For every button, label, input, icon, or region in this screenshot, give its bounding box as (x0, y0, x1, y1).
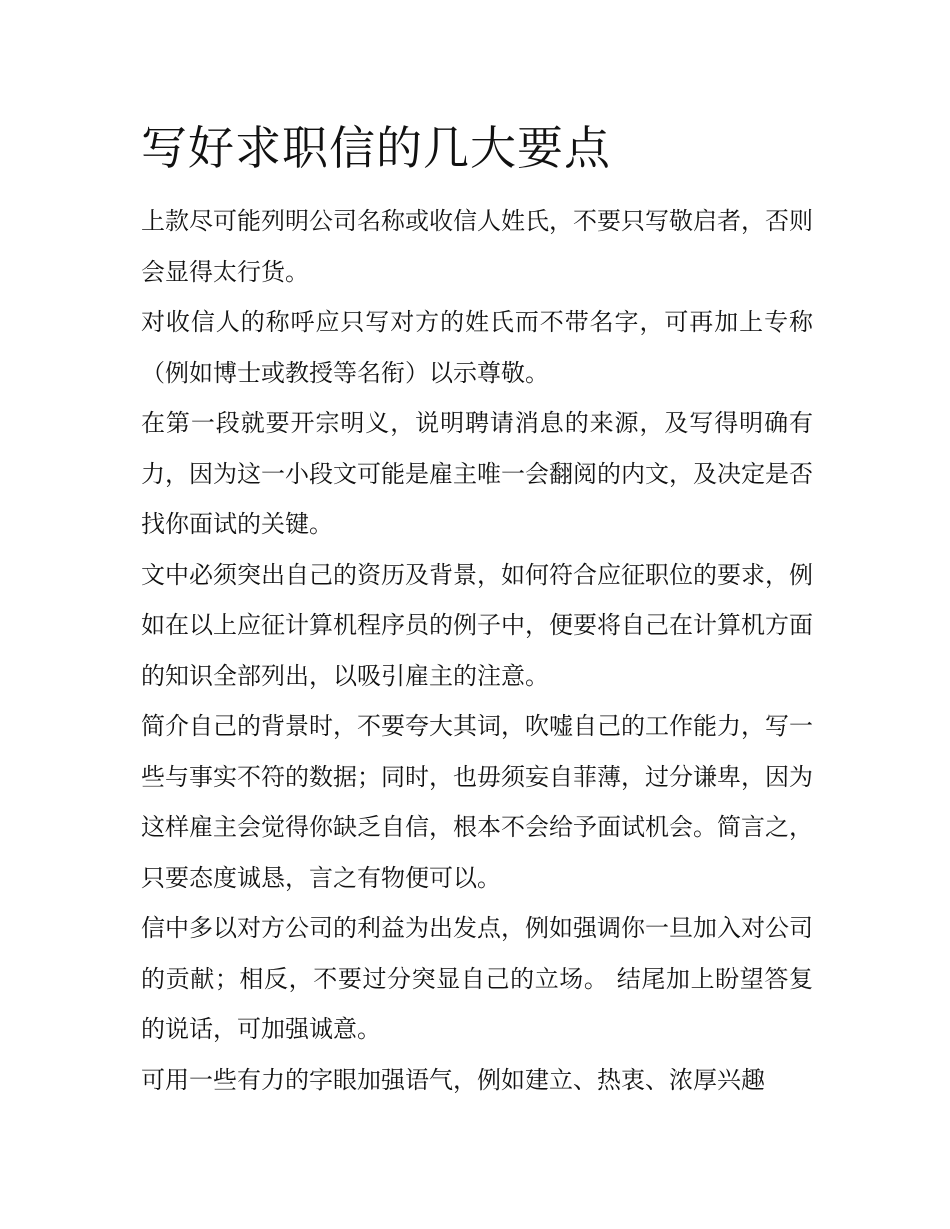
paragraph-salutation: 上款尽可能列明公司名称或收信人姓氏，不要只写敬启者，否则会显得太行货。 (141, 207, 813, 286)
document-title: 写好求职信的几大要点 (141, 121, 611, 175)
paragraph-company-interest: 信中多以对方公司的利益为出发点，例如强调你一旦加入对公司的贡献；相反，不要过分突显自己的立场。 结尾加上盼望答复的说话，可加强诚意。 (141, 914, 813, 1043)
paragraph-background: 简介自己的背景时，不要夸大其词，吹嘘自己的工作能力，写一些与事实不符的数据；同时，也毋须妄自菲薄，过分谦卑，因为这样雇主会觉得你缺乏自信，根本不会给予面试机会。简言之，只要态度诚恳，言之有物便可以。 (141, 712, 813, 892)
paragraph-addressing: 对收信人的称呼应只写对方的姓氏而不带名字，可再加上专称（例如博士或教授等名衔）以示尊敬。 (141, 308, 813, 387)
paragraph-wording: 可用一些有力的字眼加强语气，例如建立、热衷、浓厚兴趣 (141, 1065, 765, 1094)
paragraph-opening: 在第一段就要开宗明义，说明聘请消息的来源，及写得明确有力，因为这一小段文可能是雇主唯一会翻阅的内文，及决定是否找你面试的关键。 (141, 409, 813, 538)
paragraph-qualifications: 文中必须突出自己的资历及背景，如何符合应征职位的要求，例如在以上应征计算机程序员的例子中，便要将自己在计算机方面的知识全部列出，以吸引雇主的注意。 (141, 560, 813, 690)
document-page (141, 112, 813, 1105)
